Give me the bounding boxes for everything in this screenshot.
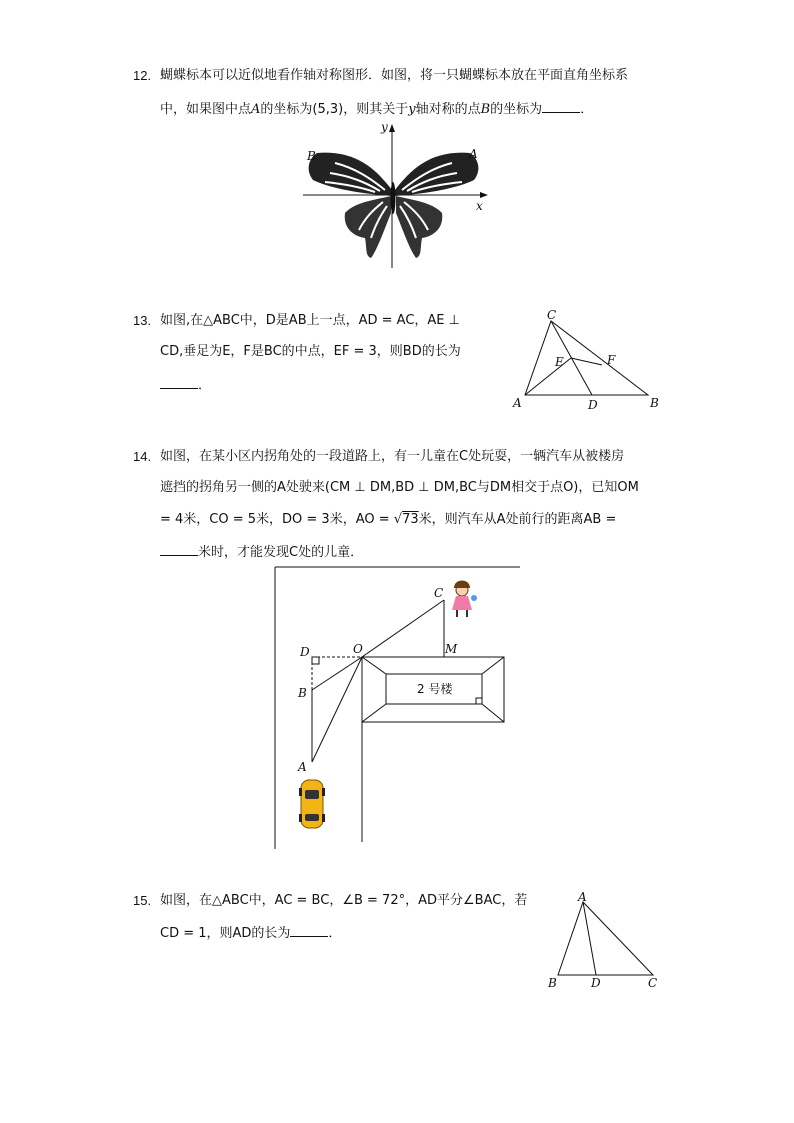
question-number: 14. bbox=[133, 449, 152, 464]
butterfly-figure bbox=[295, 118, 495, 273]
point-label-D: D bbox=[300, 645, 310, 659]
point-label-A: A bbox=[298, 760, 307, 774]
question-number: 12. bbox=[133, 68, 152, 83]
building-label: 2 号楼 bbox=[417, 682, 453, 696]
point-label-B: B bbox=[298, 686, 307, 700]
answer-blank bbox=[160, 375, 198, 389]
question-text-line: 遮挡的拐角另一侧的A处驶来(CM ⊥ DM,BD ⊥ DM,BC与DM相交于点O)，已知OM bbox=[160, 480, 639, 495]
point-label-C: C bbox=[434, 586, 444, 600]
point-label-D: D bbox=[591, 976, 601, 990]
answer-blank bbox=[542, 99, 580, 113]
point-label-B: B bbox=[548, 976, 557, 990]
axis-label-x: x bbox=[476, 199, 483, 213]
car-icon bbox=[299, 780, 325, 828]
road-figure bbox=[270, 562, 530, 857]
point-label-F: F bbox=[607, 353, 616, 367]
question-text-line: 中，如果图中点A的坐标为(5,3)，则其关于y轴对称的点B的坐标为 ． bbox=[160, 99, 593, 119]
sqrt-symbol: √ bbox=[393, 512, 403, 527]
point-label-C: C bbox=[547, 308, 557, 322]
triangle-figure-15 bbox=[540, 890, 665, 995]
question-text-line: 如图，在△ABC中，AC = BC，∠B = 72°，AD平分∠BAC，若 bbox=[160, 893, 528, 908]
question-text-line: 如图，在某小区内拐角处的一段道路上，有一儿童在C处玩耍，一辆汽车从被楼房 bbox=[160, 449, 625, 464]
point-label-E: E bbox=[555, 355, 564, 369]
question-text-line: 蝴蝶标本可以近似地看作轴对称图形．如图，将一只蝴蝶标本放在平面直角坐标系 bbox=[160, 68, 629, 83]
point-label-O: O bbox=[353, 642, 363, 656]
point-label-M: M bbox=[445, 642, 458, 656]
point-label-C: C bbox=[648, 976, 658, 990]
answer-blank bbox=[160, 542, 198, 556]
question-text-line: = 4米，CO = 5米，DO = 3米，AO = √73米，则汽车从A处前行的距离AB = bbox=[160, 512, 617, 527]
point-label-D: D bbox=[588, 398, 598, 412]
question-number: 15. bbox=[133, 893, 152, 908]
child-icon bbox=[452, 581, 477, 618]
question-text-line: 米时，才能发现C处的儿童． bbox=[160, 542, 363, 562]
point-label-B: B bbox=[650, 396, 659, 410]
question-text-line: 如图,在△ABC中，D是AB上一点，AD = AC，AE ⊥ bbox=[160, 313, 460, 328]
question-text-line: CD = 1，则AD的长为 ． bbox=[160, 923, 341, 943]
triangle-figure-13 bbox=[505, 310, 665, 415]
question-text-line: ． bbox=[160, 375, 211, 395]
question-text-line: CD,垂足为E，F是BC的中点，EF = 3，则BD的长为 bbox=[160, 344, 461, 359]
axis-label-y: y bbox=[381, 120, 388, 134]
point-label-A: A bbox=[578, 890, 587, 904]
point-label-A: A bbox=[469, 147, 478, 161]
answer-blank bbox=[290, 923, 328, 937]
point-label-A: A bbox=[513, 396, 522, 410]
question-number: 13. bbox=[133, 313, 152, 328]
point-label-B: B bbox=[307, 149, 316, 163]
